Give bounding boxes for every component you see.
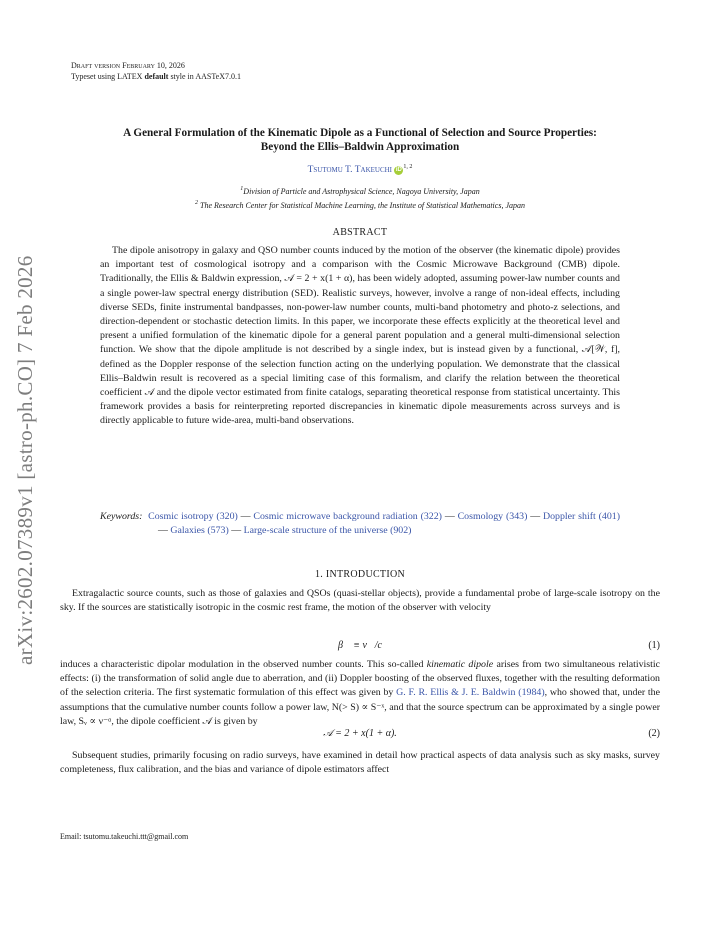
keyword-link[interactable]: Cosmic microwave background radiation (322) [253,511,442,522]
author-name[interactable]: Tsutomu T. Takeuchi [307,165,393,175]
paper-title: A General Formulation of the Kinematic Dipole as a Functional of Selection and Source Properties: Beyond the Ellis–Baldwin Approximation [123,127,597,153]
section-heading-introduction: 1. INTRODUCTION [314,569,406,580]
citation-link[interactable]: G. F. R. Ellis & J. E. Baldwin (1984) [396,687,545,699]
author-line [60,164,660,175]
typeset-line: Typeset using LATEX default style in AASTeX7.0.1 [71,72,241,81]
keywords-label: Keywords: [100,511,143,522]
email-footnote: Email: tsutomu.takeuchi.ttt@gmail.com [60,832,189,841]
arxiv-identifier: arXiv:2602.07389v1 [astro-ph.CO] 7 Feb 2026 [13,255,37,665]
abstract-text: The dipole anisotropy in galaxy and QSO number counts induced by the motion of the observer (the kinematic dipole) provides an important test of cosmological isotropy and a comparison with the Cosmic Microwave Background (CMB) dipole. Traditionally, the Ellis & Baldwin expression, 𝒜 = 2 + x(1 + α), has been widely adopted, assuming power-law number counts and a single power-law spectral energy distribution (SED). Realistic surveys, however, involve a range of non-ideal effects, including diverse SEDs, finite instrumental bandpasses, non-power-law number counts, multi-band photometry and photo-z selections, and direction-dependent or stochastic detection limits. In this paper, we incorporate these effects explicitly at the theoretical level and present a unified formulation of the kinematic dipole for a general parent population and a general multi-dimensional selection function. We show that the dipole amplitude is not described by a single index, but is instead given by a functional, 𝒜[𝒲, f], defined as the Doppler response of the selection function acting on the underlying population. We demonstrate that the classical Ellis–Baldwin result is recovered as a special limiting case of this formalism, and clarify the relation between the theoretical coefficient 𝒜 and the dipole vector estimated from finite catalogs, separating theoretical response from statistical uncertainty. This framework provides a basis for reinterpreting reported discrepancies in kinematic dipole measurements across surveys and is directly applicable to future wide-area, multi-band observations. [100,245,620,427]
intro-paragraph-3: Subsequent studies, primarily focusing on radio surveys, have examined in detail how practical aspects of data analysis such as sky masks, survey completeness, flux calibration, and the bias and variance of dipole estimators affect [60,750,660,776]
equation-2-number: (2) [648,728,660,739]
author-affil-marks: 1, 2 [403,164,413,170]
intro-paragraph-1: Extragalactic source counts, such as those of galaxies and QSOs (quasi-stellar objects), provide a fundamental probe of large-scale isotropy on the sky. If the sources are statistically isotropic in the cosmic rest frame, the motion of the observer with velocity [60,588,660,614]
keyword-link[interactable]: Large-scale structure of the universe (902) [243,525,412,537]
orcid-icon[interactable]: iD [395,167,402,173]
kinematic-dipole-term: kinematic dipole [426,659,494,670]
keyword-link[interactable]: Cosmology (343) [457,511,528,522]
intro-paragraph-2: induces a characteristic dipolar modulation in the observed number counts. This so-called kinematic dipole arises from two simultaneous relativistic effects: (i) the transformation of solid angle due to aberration, and (ii) Doppler boosting of the observed fluxes, together with the resulting deformation of the selection criteria. The first systematic formulation of this effect was given by G. F. R. Ellis & J. E. Baldwin (1984), who showed that, under the assumptions that the cumulative number counts follow a power law, N(> S) ∝ S⁻ˣ, and that the source spectrum can be approximated by a single power law, Sᵥ ∝ ν⁻ᵅ, the dipole coefficient 𝒜 is given by [60,659,660,727]
affiliation-2: $^2$ The Research Center for Statistical Machine Learning, the Institute of Statistical Mathematics, Japan [195,200,525,210]
equation-2-expression: 𝒜 = 2 + x(1 + α). [323,728,397,739]
keyword-link[interactable]: Cosmic isotropy (320) [148,511,238,522]
affiliation-1: $^1$Division of Particle and Astrophysical Science, Nagoya University, Japan [240,186,480,196]
equation-1-expression: β⃗ ≡ v⃗/c [338,640,382,651]
abstract-heading: ABSTRACT [332,227,388,238]
keyword-link[interactable]: Doppler shift (401) [542,511,620,522]
keywords: Keywords: Cosmic isotropy (320) — Cosmic microwave background radiation (322) — Cosmology (343) — Doppler shift (401) — Galaxies (573) — Large-scale structure of the universe (902) [100,511,620,537]
latex-logo: LATEX [117,72,143,81]
equation-1-number: (1) [648,640,660,651]
running-header [71,60,241,82]
draft-version-line: Draft version February 10, 2026 [71,61,185,70]
keyword-link[interactable]: Galaxies (573) [170,525,229,537]
